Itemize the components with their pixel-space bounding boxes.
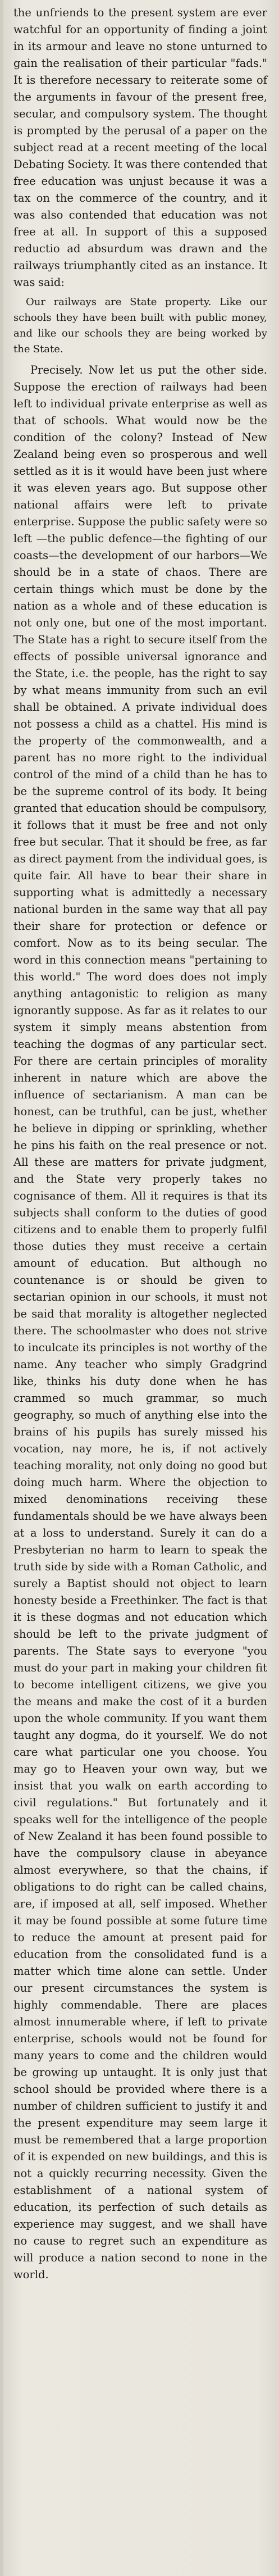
paragraph-quotation: Our railways are State property. Like our schools they have been built with public money, and like our schools they are being worked by the State. bbox=[13, 296, 267, 355]
column-rule bbox=[0, 0, 3, 2576]
paragraph-main: Precisely. Now let us put the other side. Suppose the erection of railways had been left to individual private enterprise as well as that of schools. What would now be the condition of the colony? Instead of New Zealand being even so prosperous and well settled as it is it would have been just where it was eleven years ago. But suppose other national affairs were left to private enterprise. Suppose the public safety were so left —the public defence—the fighting of our coasts—the development of our harbors—We should be in a state of chaos. There are certain things which must be done by the nation as a whole and of these education is not only one, but one of the most important. The State has a right to secure itself from the effects of possible universal ignorance and the State, i.e. the people, has the right to say by what means immunity from such an evil shall be obtained. A private individual does not possess a child as a chattel. His mind is the property of the commonwealth, and a parent has no more right to the individual control of the mind of a child than he has to be the supreme control of its body. It being granted that education should be compulsory, it follows that it must be free and not only free but secular. That it should be free, as far as direct payment from the individual goes, is quite fair. All have to bear their share in supporting what is admittedly a necessary national burden in the same way that all pay their share for protection or defence or comfort. Now as to its being secular. The word in this connection means "pertaining to this world." The word does does not imply anything antagonistic to religion as many ignorantly suppose. As far as it relates to our system it simply means abstention from teaching the dogmas of any particular sect. For there are certain principles of morality inherent in nature which are above the influence of sectarianism. A man can be honest, can be truthful, can be just, whether he believe in dipping or sprinkling, whether he pins his faith on the real presence or not. All these are matters for private judgment, and the State very properly takes no cognisance of them. All it requires is that its subjects shall conform to the duties of good citizens and to enable them to properly fulfil those duties they must receive a certain amount of education. But although no countenance is or should be given to sectarian opinion in our schools, it must not be said that morality is altogether neglected there. The schoolmaster who does not strive to inculcate its principles is not worthy of the name. Any teacher who simply Gradgrind like, thinks his duty done when he has crammed so much grammar, so much geography, so much of anything else into the brains of his pupils has surely missed his vocation, nay more, he is, if not actively teaching morality, not only doing no good but doing much harm. Where the objection to mixed denominations receiving these fundamentals should be we have always been at a loss to understand. Surely it can do a Presbyterian no harm to learn to speak the truth side by side with a Roman Catholic, and surely a Baptist should not object to learn honesty beside a Freethinker. The fact is that it is these dogmas and not education which should be left to the private judgment of parents. The State says to everyone "you must do your part in making your children fit to become intelligent citizens, we give you the means and make the cost of it a burden upon the whole community. If you want them taught any dogma, do it yourself. We do not care what particular one you choose. You may go to Heaven your own way, but we insist that you walk on earth according to civil regulations." But fortunately and it speaks well for the intelligence of the people of New Zealand it has been found possible to have the compulsory clause in abeyance almost everywhere, so that the chains, if obligations to do right can be called chains, are, if imposed at all, self imposed. Whether it may be found possible at some future time to reduce the amount at present paid for education from the consolidated fund is a matter which time alone can settle. Under our present circumstances the system is highly commendable. There are places almost innumerable where, if left to private enterprise, schools would not be found for many years to come and the children would be growing up untaught. It is only just that school should be provided where there is a number of children sufficient to justify it and the present expenditure may seem large it must be remembered that a large proportion of it is expended on new buildings, and this is not a quickly recurring necessity. Given the establishment of a national system of education, its perfection of such details as experience may suggest, and we shall have no cause to regret such an expenditure as will produce a nation second to none in the world. bbox=[13, 364, 267, 2281]
paragraph-opening: the unfriends to the present system are ever watchful for an opportunity of finding a joint in its armour and leave no stone unturned to gain the realisation of their particular "fads." It is therefore necessary to reiterate some of the arguments in favour of the present free, secular, and compulsory system. The thought is prompted by the perusal of a paper on the subject read at a recent meeting of the local Debating Society. It was there contended that free education was unjust because it was a tax on the commerce of the country, and it was also contended that education was not free at all. In support of this a supposed reductio ad absurdum was drawn and the railways triumphantly cited as an instance. It was said: bbox=[13, 6, 267, 289]
article-column bbox=[13, 4, 267, 2283]
